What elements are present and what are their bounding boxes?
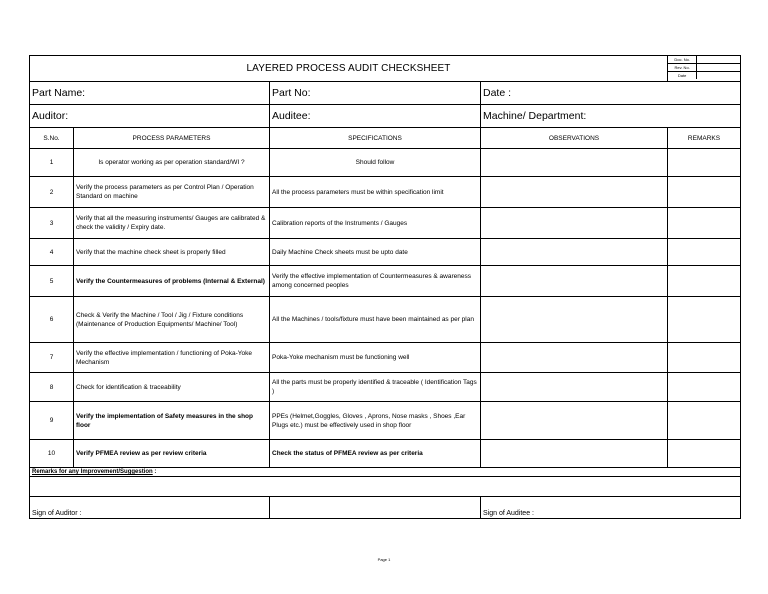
- header-observations: OBSERVATIONS: [481, 128, 668, 149]
- row-specification: Check the status of PFMEA review as per criteria: [270, 440, 481, 468]
- sign-auditee-field[interactable]: Sign of Auditee :: [481, 497, 741, 519]
- table-row: [30, 343, 741, 373]
- doc-no-value[interactable]: [697, 56, 740, 64]
- row-remark[interactable]: [668, 266, 741, 297]
- row-remark[interactable]: [668, 373, 741, 402]
- rev-no-label: Rev. No.: [668, 64, 697, 72]
- auditee-field[interactable]: Auditee:: [270, 105, 481, 128]
- row-observation[interactable]: [481, 266, 668, 297]
- column-header-row: [30, 128, 741, 149]
- table-row: [30, 177, 741, 208]
- row-sno: 10: [30, 440, 74, 468]
- row-observation[interactable]: [481, 373, 668, 402]
- row-specification: Daily Machine Check sheets must be upto date: [270, 239, 481, 266]
- remarks-input-area[interactable]: [30, 477, 741, 497]
- row-parameter: Verify that the machine check sheet is properly filled: [74, 239, 270, 266]
- row-sno: 7: [30, 343, 74, 373]
- header-remarks: REMARKS: [668, 128, 741, 149]
- row-remark[interactable]: [668, 177, 741, 208]
- row-parameter: Verify PFMEA review as per review criteria: [74, 440, 270, 468]
- rev-no-value[interactable]: [697, 64, 740, 72]
- remarks-label-text: Remarks for any Improvement/Suggestion: [32, 469, 153, 475]
- date-field[interactable]: Date :: [481, 82, 741, 105]
- row-sno: 4: [30, 239, 74, 266]
- sign-spacer: [270, 497, 481, 519]
- row-sno: 2: [30, 177, 74, 208]
- table-row: [30, 149, 741, 177]
- auditor-field[interactable]: Auditor:: [30, 105, 270, 128]
- row-remark[interactable]: [668, 239, 741, 266]
- row-specification: Verify the effective implementation of Countermeasures & awareness among concerned peoples: [270, 266, 481, 297]
- row-specification: Calibration reports of the Instruments / Gauges: [270, 208, 481, 239]
- row-remark[interactable]: [668, 440, 741, 468]
- row-parameter: Verify the effective implementation / functioning of Poka-Yoke Mechanism: [74, 343, 270, 373]
- row-specification: All the process parameters must be within specification limit: [270, 177, 481, 208]
- table-row: [30, 239, 741, 266]
- audit-checksheet-table: [29, 55, 741, 519]
- row-parameter: Verify the process parameters as per Control Plan / Operation Standard on machine: [74, 177, 270, 208]
- table-row: [30, 266, 741, 297]
- sheet-title: LAYERED PROCESS AUDIT CHECKSHEET: [30, 56, 668, 82]
- doc-date-value[interactable]: [697, 72, 740, 80]
- table-row: [30, 402, 741, 440]
- row-specification: PPEs (Helmet,Goggles, Gloves , Aprons, Nose masks , Shoes ,Ear Plugs etc.) must be effectively used in shop floor: [270, 402, 481, 440]
- row-remark[interactable]: [668, 149, 741, 177]
- row-parameter: Check & Verify the Machine / Tool / Jig / Fixture conditions (Maintenance of Production Equipments/ Machine/ Tool): [74, 297, 270, 343]
- doc-date-label: Date: [668, 72, 697, 80]
- row-sno: 5: [30, 266, 74, 297]
- row-sno: 3: [30, 208, 74, 239]
- row-sno: 1: [30, 149, 74, 177]
- row-sno: 9: [30, 402, 74, 440]
- row-observation[interactable]: [481, 239, 668, 266]
- part-name-field[interactable]: Part Name:: [30, 82, 270, 105]
- row-specification: All the parts must be properly identified & traceable ( Identification Tags ): [270, 373, 481, 402]
- machine-department-field[interactable]: Machine/ Department:: [481, 105, 741, 128]
- table-row: [30, 297, 741, 343]
- header-specifications: SPECIFICATIONS: [270, 128, 481, 149]
- row-remark[interactable]: [668, 208, 741, 239]
- row-observation[interactable]: [481, 343, 668, 373]
- row-remark[interactable]: [668, 402, 741, 440]
- row-observation[interactable]: [481, 208, 668, 239]
- table-row: [30, 440, 741, 468]
- row-remark[interactable]: [668, 343, 741, 373]
- row-sno: 6: [30, 297, 74, 343]
- header-sno: S.No.: [30, 128, 74, 149]
- page-number: Page 1: [377, 557, 391, 562]
- row-observation[interactable]: [481, 297, 668, 343]
- row-observation[interactable]: [481, 402, 668, 440]
- row-remark[interactable]: [668, 297, 741, 343]
- row-parameter: Verify the implementation of Safety measures in the shop floor: [74, 402, 270, 440]
- row-specification: All the Machines / tools/fixture must have been maintained as per plan: [270, 297, 481, 343]
- row-sno: 8: [30, 373, 74, 402]
- row-specification: Poka-Yoke mechanism must be functioning well: [270, 343, 481, 373]
- row-observation[interactable]: [481, 177, 668, 208]
- remarks-label-colon: :: [152, 469, 157, 475]
- row-parameter: Check for identification & traceability: [74, 373, 270, 402]
- sign-auditor-field[interactable]: Sign of Auditor :: [30, 497, 270, 519]
- part-no-field[interactable]: Part No:: [270, 82, 481, 105]
- row-parameter: Verify the Countermeasures of problems (Internal & External): [74, 266, 270, 297]
- row-specification: Should follow: [270, 149, 481, 177]
- row-observation[interactable]: [481, 149, 668, 177]
- doc-no-label: Doc. No.: [668, 56, 697, 64]
- header-parameters: PROCESS PARAMETERS: [74, 128, 270, 149]
- table-row: [30, 373, 741, 402]
- remarks-label: [30, 468, 741, 477]
- row-parameter: Verify that all the measuring instruments/ Gauges are calibrated & check the validity / Expiry date.: [74, 208, 270, 239]
- table-row: [30, 208, 741, 239]
- doc-meta-block: [668, 56, 741, 82]
- row-parameter: Is operator working as per operation standard/WI ?: [74, 149, 270, 177]
- row-observation[interactable]: [481, 440, 668, 468]
